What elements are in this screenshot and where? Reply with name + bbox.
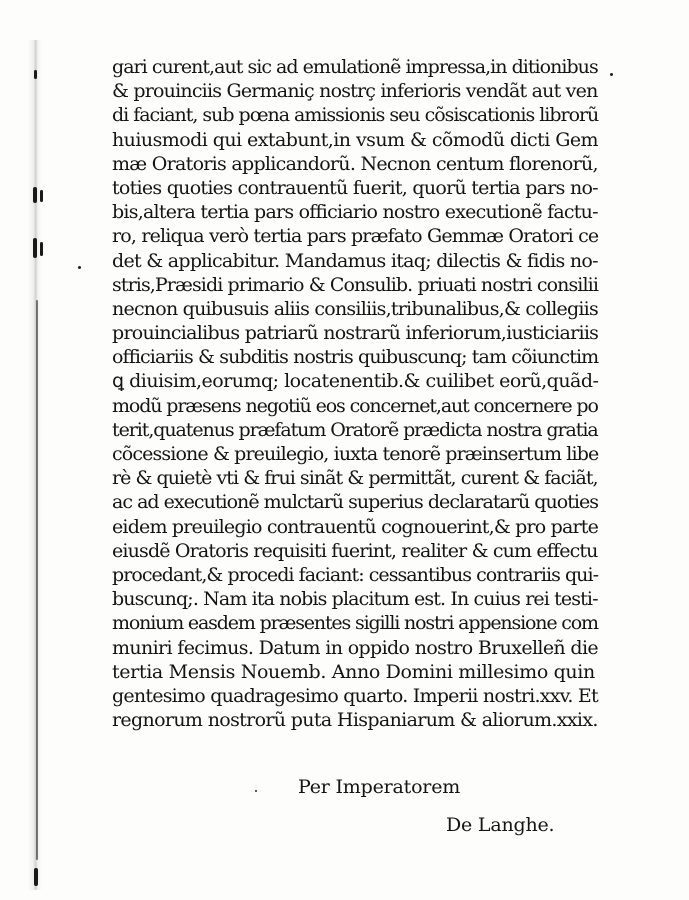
- text-line: ac ad executionẽ mulctarũ superius declaratarũ quoties: [112, 491, 598, 514]
- text-line: terit,quatenus præfatum Oratorẽ prædicta nostra gratia: [112, 418, 598, 441]
- text-line: monium easdem præsentes sigilli nostri appensione com: [112, 612, 598, 635]
- body-text: [112, 55, 599, 732]
- text-line: mæ Oratoris applicandorũ. Necnon centum florenorũ,: [112, 152, 598, 175]
- ink-speck: [610, 73, 613, 76]
- text-line: cõcessione & preuilegio, iuxta tenorẽ præinsertum libe: [112, 443, 599, 465]
- text-line: ꝗ diuisim,eorumq; locatenentib.& cuilibet eorũ,quãd-: [112, 370, 599, 393]
- margin-ink-mark: [34, 70, 37, 79]
- margin-ink-mark: [33, 187, 37, 203]
- text-line: & prouinciis Germaniç nostrç inferioris vendãt aut ven: [112, 80, 598, 103]
- margin-ink-mark: [34, 868, 38, 886]
- text-line: gari curent,aut sic ad emulationẽ impressa,in ditionibus: [112, 56, 598, 78]
- text-line: rè & quietè vti & frui sinãt & permittãt, curent & faciãt,: [112, 467, 598, 490]
- text-line: necnon quibusuis aliis consiliis,tribunalibus,& collegiis: [112, 297, 598, 320]
- text-line: toties quoties contrauentũ fuerit, quorũ tertia pars no-: [112, 176, 598, 199]
- margin-ink-mark: [36, 300, 38, 860]
- text-line: ro, reliqua verò tertia pars præfato Gemmæ Oratori ce: [112, 225, 599, 248]
- text-line: regnorum nostrorũ puta Hispaniarum & aliorum.xxix.: [112, 709, 598, 732]
- text-line: buscunq;. Nam ita nobis placitum est. In cuius rei testi-: [112, 588, 598, 611]
- text-line: tertia Mensis Nouemb. Anno Domini millesimo quin: [112, 660, 595, 683]
- text-line: muniri fecimus. Datum in oppido nostro Bruxelleñ die: [112, 636, 598, 659]
- text-line: modũ præsens negotiũ eos concernet,aut concernere po: [112, 394, 598, 417]
- text-line: procedant,& procedi faciant: cessantibus contrariis qui-: [112, 563, 599, 586]
- text-line: gentesimo quadragesimo quarto. Imperii nostri.xxv. Et: [112, 684, 598, 707]
- margin-ink-mark: [40, 190, 43, 202]
- margin-ink-mark: [33, 238, 37, 258]
- text-line: det & applicabitur. Mandamus itaq; dilectis & fidis no-: [112, 249, 598, 272]
- text-line: di faciant, sub pœna amissionis seu cõsiscationis librorũ: [112, 104, 599, 127]
- text-line: officiariis & subditis nostris quibuscunq; tam cõiunctim: [112, 346, 599, 369]
- ink-speck: [78, 266, 81, 269]
- text-line: bis,altera tertia pars officiario nostro executionẽ factu-: [112, 201, 598, 224]
- signoff-line: Per Imperatorem: [298, 776, 461, 798]
- text-line: eidem preuilegio contrauentũ cognouerint,& pro parte: [112, 515, 599, 538]
- ink-speck: [255, 790, 257, 792]
- text-line: huiusmodi qui extabunt,in vsum & cõmodũ dicti Gem: [112, 128, 598, 151]
- signature-line: De Langhe.: [446, 814, 555, 836]
- text-line: prouincialibus patriarũ nostrarũ inferiorum,iusticiariis: [112, 322, 599, 345]
- text-line: stris,Præsidi primario & Consulib. priuati nostri consilii: [112, 273, 598, 296]
- binding-edge-shadow: [28, 40, 42, 890]
- margin-ink-mark: [40, 242, 43, 256]
- text-line: eiusdẽ Oratoris requisiti fuerint, realiter & cum effectu: [112, 539, 598, 562]
